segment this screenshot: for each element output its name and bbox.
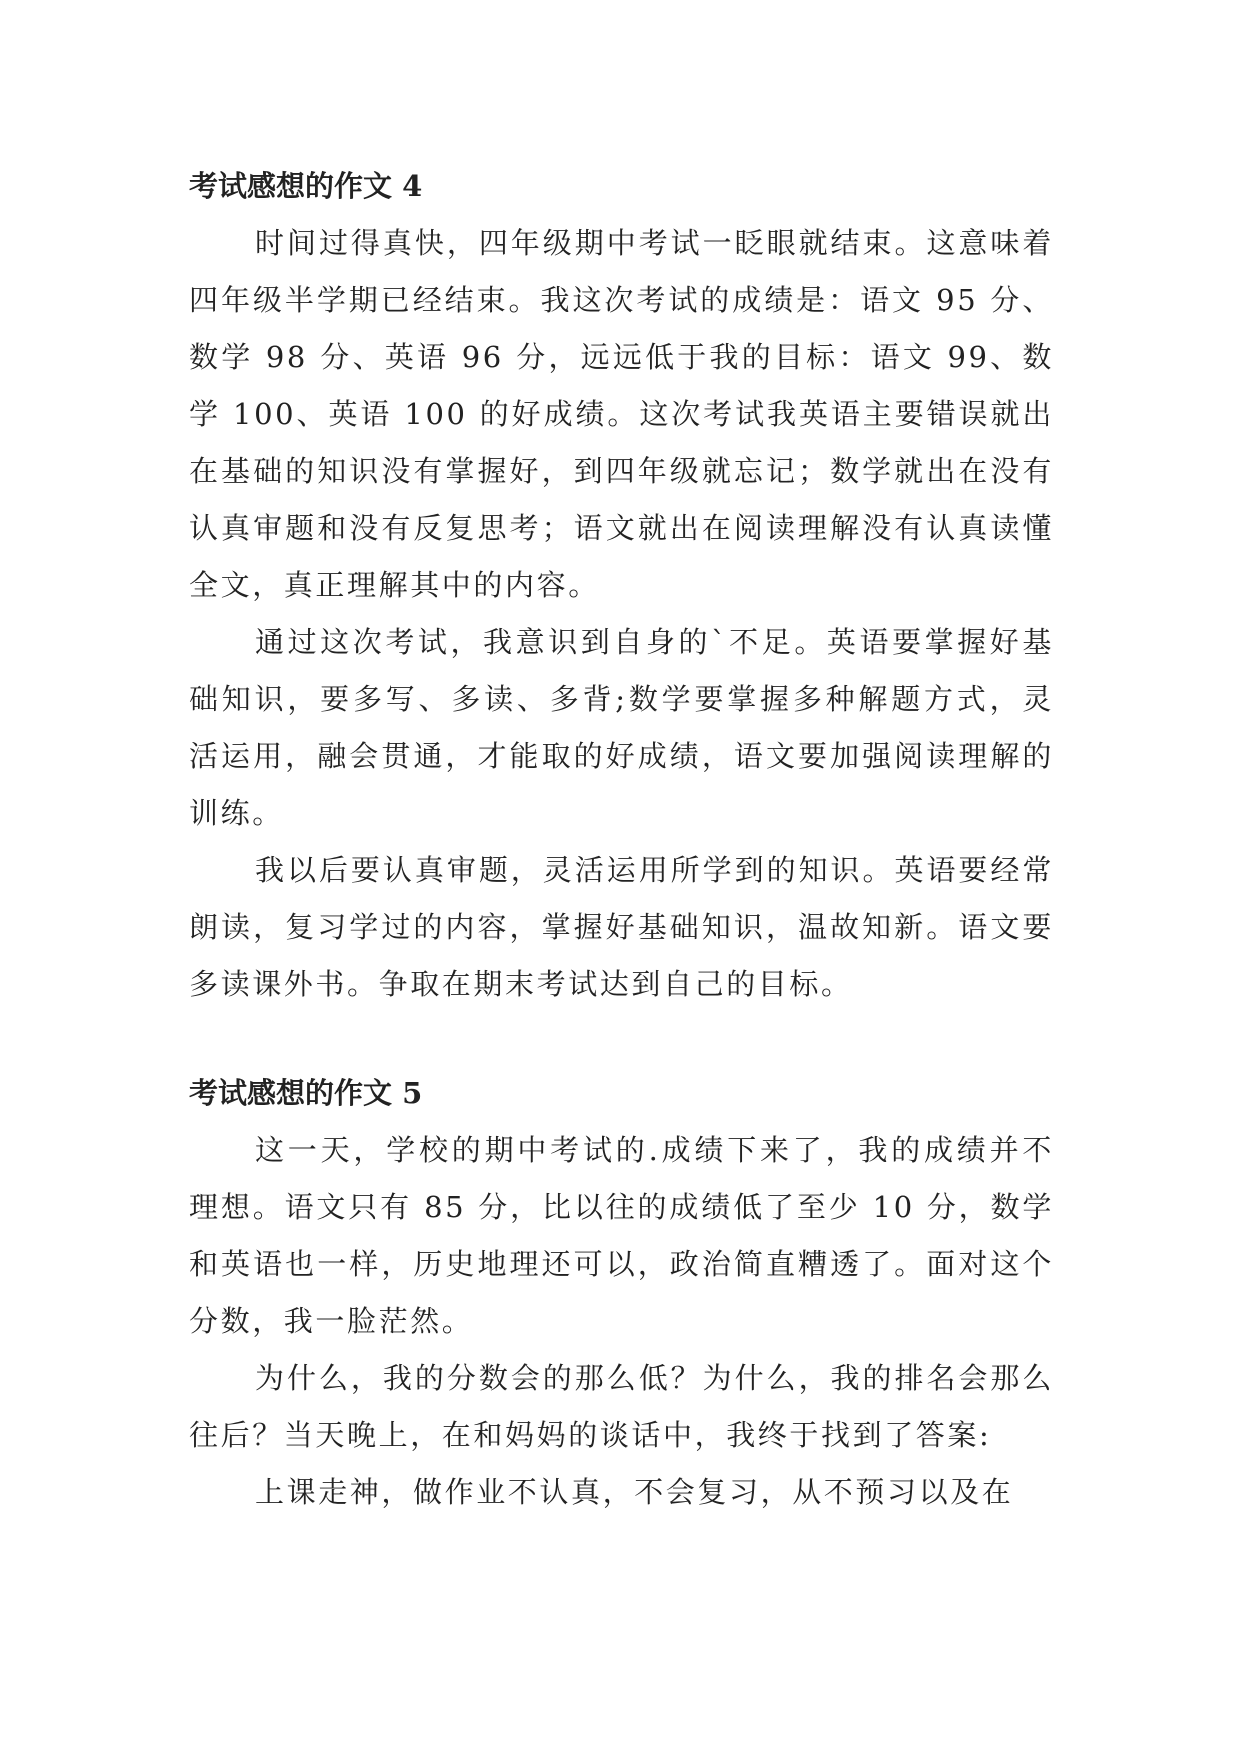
essay-title: 考试感想的作文 4: [189, 169, 423, 203]
document-body: [189, 158, 1054, 1521]
essay-title: 考试感想的作文 5: [189, 1076, 423, 1110]
essay-paragraph: 上课走神，做作业不认真，不会复习，从不预习以及在: [255, 1475, 1014, 1509]
essay-paragraph: 为什么，我的分数会的那么低？为什么，我的排名会那么往后？当天晚上，在和妈妈的谈话中，我终于找到了答案:: [189, 1361, 1054, 1452]
essay-section-5: [189, 1065, 1054, 1521]
essay-paragraph: 我以后要认真审题，灵活运用所学到的知识。英语要经常朗读，复习学过的内容，掌握好基础知识，温故知新。语文要多读课外书。争取在期末考试达到自己的目标。: [189, 853, 1054, 1001]
essay-paragraph: 这一天，学校的期中考试的.成绩下来了，我的成绩并不理想。语文只有 85 分，比以往的成绩低了至少 10 分，数学和英语也一样，历史地理还可以，政治简直糟透了。面对这个分数，我一脸茫然。: [189, 1133, 1054, 1338]
essay-paragraph: 时间过得真快，四年级期中考试一眨眼就结束。这意味着四年级半学期已经结束。我这次考试的成绩是：语文 95 分、数学 98 分、英语 96 分，远远低于我的目标：语文 99、数学 100、英语 100 的好成绩。这次考试我英语主要错误就出在基础的知识没有掌握好，到四年级就忘记；数学就出在没有认真审题和没有反复思考；语文就出在阅读理解没有认真读懂全文，真正理解其中的内容。: [189, 226, 1054, 602]
essay-section-4: [189, 158, 1054, 1013]
essay-paragraph: 通过这次考试，我意识到自身的`不足。英语要掌握好基础知识，要多写、多读、多背;数学要掌握多种解题方式，灵活运用，融会贯通，才能取的好成绩，语文要加强阅读理解的训练。: [189, 625, 1054, 830]
